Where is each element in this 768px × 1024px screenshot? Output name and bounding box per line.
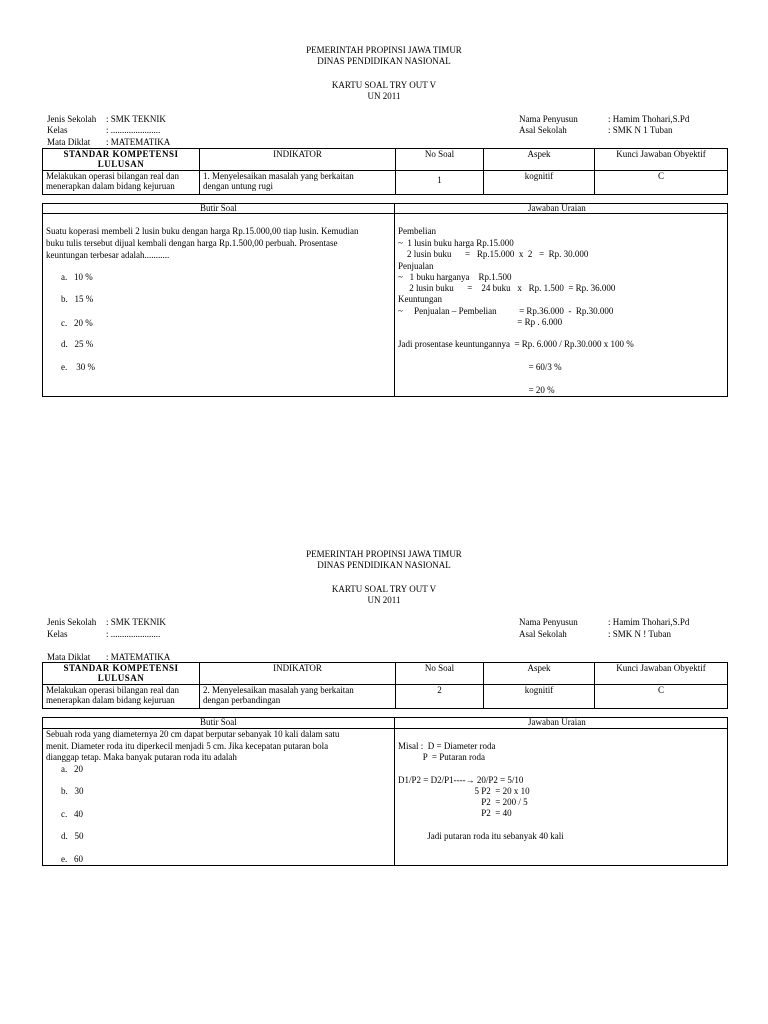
aspek-header: Aspek [484,149,595,171]
mapel-value: : MATEMATIKA [106,137,171,147]
jawaban-uraian-label: Jawaban Uraian [528,717,586,727]
asal-value: : SMK N 1 Tuban [608,125,673,135]
gov-header-line1: PEMERINTAH PROPINSI JAWA TIMUR [306,549,462,559]
jawaban-uraian-label: Jawaban Uraian [528,203,586,213]
indikator-cell: 1. Menyelesaikan masalah yang berkaitan dengan untung rugi [200,171,396,195]
jawaban-line: 2 lusin buku = Rp.15.000 x 2 = Rp. 30.000 [398,249,589,259]
butir-soal-label: Butir Soal [200,717,237,727]
gov-header-line1: PEMERINTAH PROPINSI JAWA TIMUR [306,45,462,55]
jenis-label: Jenis Sekolah [47,114,97,124]
jawaban-line: 2 lusin buku = 24 buku x Rp. 1.500 = Rp. 36.000 [398,283,616,293]
card-subtitle: UN 2011 [367,595,401,605]
penyusun-label: Nama Penyusun [519,617,578,627]
jenis-value: : SMK TEKNIK [106,617,166,627]
option-c: c. 20 % [61,318,93,328]
question-box-vdivider [394,203,395,397]
skl-header: STANDAR KOMPETENSI LULUSAN [43,149,200,171]
option-b: b. 30 [61,786,84,796]
aspek-cell: kognitif [484,171,595,195]
no-soal-cell: 1 [396,171,484,195]
competency-table [42,662,728,709]
jenis-value: : SMK TEKNIK [106,114,166,124]
soal-line-2: menit. Diameter roda itu diperkecil menjadi 5 cm. Jika kecepatan putaran bola [46,741,329,751]
jawaban-line: ~ Penjualan – Pembelian = Rp.36.000 - Rp.30.000 [398,306,614,316]
option-b: b. 15 % [61,294,94,304]
question-box-vdivider [394,717,395,866]
kelas-label: Kelas [47,629,68,639]
option-c: c. 40 [61,809,83,819]
competency-table [42,148,728,195]
gov-header-line2: DINAS PENDIDIKAN NASIONAL [317,56,451,66]
jawaban-line: 5 P2 = 20 x 10 [398,786,530,796]
soal-line-2: buku tulis tersebut dijual kembali dengan harga Rp.1.500,00 perbuah. Prosentase [46,238,338,248]
skl-cell: Melakukan operasi bilangan real dan menerapkan dalam bidang kejuruan [43,171,200,195]
kelas-value: : ...................... [106,125,161,135]
mapel-value: : MATEMATIKA [106,652,171,662]
jawaban-line: ~ 1 lusin buku harga Rp.15.000 [398,238,514,248]
soal-line-3: keuntungan terbesar adalah........... [46,250,170,260]
jawaban-line: = 20 % [398,385,555,395]
penyusun-value: : Hamim Thohari,S.Pd [608,114,690,124]
penyusun-label: Nama Penyusun [519,114,578,124]
jenis-label: Jenis Sekolah [47,617,97,627]
card-title: KARTU SOAL TRY OUT V [331,584,437,594]
kunci-cell: C [595,171,728,195]
jawaban-line: P2 = 40 [398,808,512,818]
jawaban-line: P2 = 200 / 5 [398,797,528,807]
butir-soal-label: Butir Soal [200,203,237,213]
option-e: e. 60 [61,854,83,864]
card-subtitle: UN 2011 [367,91,401,101]
kunci-header: Kunci Jawaban Obyektif [595,663,728,685]
jawaban-line: ~ 1 buku harganya Rp.1.500 [398,272,512,282]
asal-label: Asal Sekolah [519,629,567,639]
card-title: KARTU SOAL TRY OUT V [331,80,437,90]
soal-line-1: Sebuah roda yang diameternya 20 cm dapat berputar sebanyak 10 kali dalam satu [46,729,340,739]
option-a: a. 20 [61,764,83,774]
jawaban-line: = Rp . 6.000 [398,317,563,327]
mapel-label: Mata Diklat [47,137,91,147]
jawaban-line: D1/P2 = D2/P1----→ 20/P2 = 5/10 [398,775,524,785]
asal-label: Asal Sekolah [519,125,567,135]
indikator-header: INDIKATOR [200,149,396,171]
jawaban-line: = 60/3 % [398,362,562,372]
soal-line-3: dianggap tetap. Maka banyak putaran roda itu adalah [46,752,237,762]
option-a: a. 10 % [61,272,93,282]
skl-header: STANDAR KOMPETENSI LULUSAN [43,663,200,685]
jawaban-line: Jadi putaran roda itu sebanyak 40 kali [398,831,564,841]
skl-cell: Melakukan operasi bilangan real dan menerapkan dalam bidang kejuruan [43,685,200,709]
indikator-cell: 2. Menyelesaikan masalah yang berkaitan dengan perbandingan [200,685,396,709]
no-soal-cell: 2 [396,685,484,709]
mapel-label: Mata Diklat [47,652,91,662]
indikator-header: INDIKATOR [200,663,396,685]
asal-value: : SMK N ! Tuban [608,629,672,639]
jawaban-line: Jadi prosentase keuntungannya = Rp. 6.000 / Rp.30.000 x 100 % [398,339,634,349]
no-soal-header: No Soal [396,149,484,171]
jawaban-line: Pembelian [398,226,436,236]
gov-header-line2: DINAS PENDIDIKAN NASIONAL [317,560,451,570]
jawaban-line: P = Putaran roda [398,752,485,762]
option-d: d. 25 % [61,339,94,349]
penyusun-value: : Hamim Thohari,S.Pd [608,617,690,627]
soal-line-1: Suatu koperasi membeli 2 lusin buku dengan harga Rp.15.000,00 tiap lusin. Kemudian [46,226,359,236]
jawaban-line: Penjualan [398,261,434,271]
aspek-header: Aspek [484,663,595,685]
jawaban-line: Misal : D = Diameter roda [398,741,496,751]
aspek-cell: kognitif [484,685,595,709]
option-d: d. 50 [61,831,84,841]
option-e: e. 30 % [61,362,95,372]
jawaban-line: Keuntungan [398,294,442,304]
kunci-header: Kunci Jawaban Obyektif [595,149,728,171]
kunci-cell: C [595,685,728,709]
question-box-divider [42,213,728,214]
kelas-value: : ...................... [106,629,161,639]
no-soal-header: No Soal [396,663,484,685]
kelas-label: Kelas [47,125,68,135]
